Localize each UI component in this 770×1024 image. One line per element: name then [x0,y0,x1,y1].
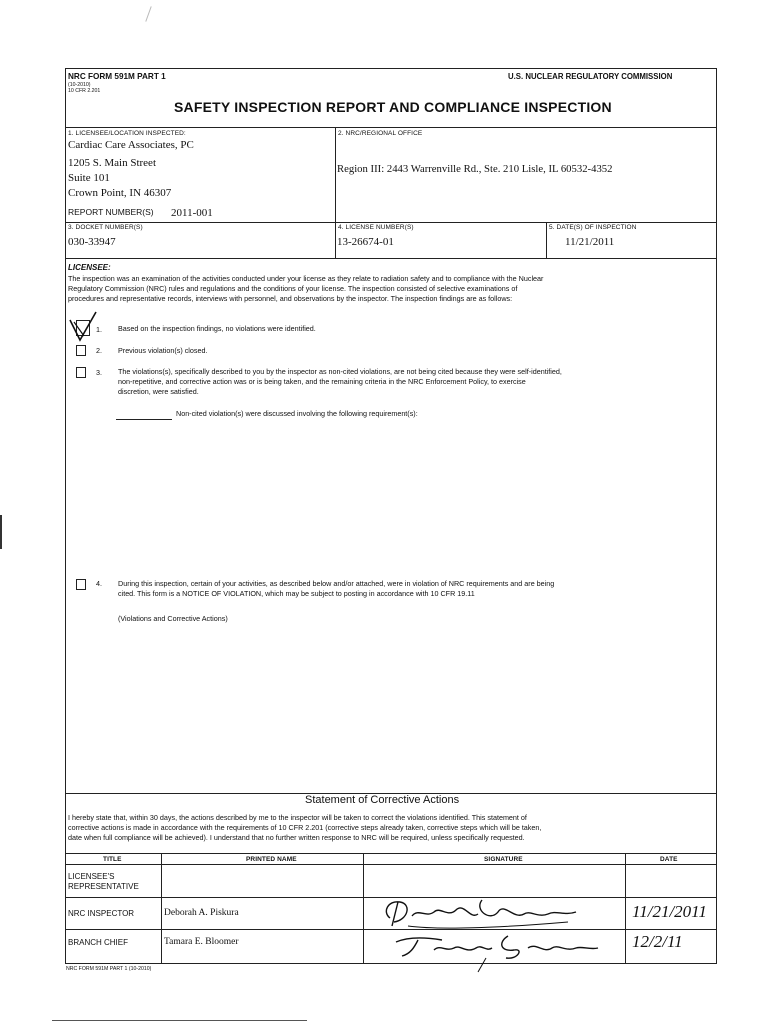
item-2-text: Previous violation(s) closed. [118,346,208,355]
form-date: (10-2010) [68,82,91,88]
scan-mark [145,6,151,21]
row-1-title-line-2: REPRESENTATIVE [68,882,139,891]
item-4-text-2: cited. This form is a NOTICE OF VIOLATION, which may be subject to posting in accordance with 10 CFR 19.11 [118,589,475,598]
row-3-name: Tamara E. Bloomer [164,937,239,947]
item-2-checkbox[interactable] [76,345,86,356]
intro-line-3: procedures and representative records, interviews with personnel, and observations by the inspector. The inspection findings are as follows: [68,294,513,303]
inspection-date-label: 5. DATE(S) OF INSPECTION [549,224,637,231]
col-signature-header: SIGNATURE [484,856,523,863]
statement-text-3: date when full compliance will be achieved). I understand that no further written response to NRC will be required, unless specifically requested. [68,833,525,842]
item-2-number: 2. [96,346,102,355]
row-2-name: Deborah A. Piskura [164,908,239,918]
licensee-name: Cardiac Care Associates, PC [68,139,194,151]
row-2-date: 11/21/2011 [632,902,707,921]
statement-text-1: I hereby state that, within 30 days, the actions described by me to the inspector will be taken to correct the violations identified. This statement of [68,813,527,822]
form-cfr: 10 CFR 2.201 [68,88,101,94]
col-printed-name-header: PRINTED NAME [246,856,297,863]
noncited-text: Non-cited violation(s) were discussed involving the following requirement(s): [176,409,418,418]
item-3-checkbox[interactable] [76,367,86,378]
inspection-date: 11/21/2011 [565,236,615,248]
form-footer: NRC FORM 591M PART 1 (10-2010) [66,966,152,972]
check-mark-icon [68,310,98,342]
row-3-title: BRANCH CHIEF [68,938,129,947]
chief-signature [390,928,605,974]
licensee-address-1: 1205 S. Main Street [68,157,156,169]
form-id: NRC FORM 591M PART 1 [68,72,166,81]
row-2-title: NRC INSPECTOR [68,909,135,918]
violations-label: (Violations and Corrective Actions) [118,614,228,623]
license-number: 13-26674-01 [337,236,394,248]
statement-text-2: corrective actions is made in accordance with the requirements of 10 CFR 2.201 (corrective steps already taken, corrective steps which will be taken, [68,823,542,832]
intro-line-2: Regulatory Commission (NRC) rules and regulations and the conditions of your license. The inspection consisted of selective examinations of [68,284,518,293]
item-4-text-1: During this inspection, certain of your activities, as described below and/or attached, were in violation of NRC requirements and are being [118,579,555,588]
intro-line-1: The inspection was an examination of the activities conducted under your license as they relate to radiation safety and to compliance with the Nuclear [68,274,544,283]
noncited-blank-line [116,419,172,420]
docket-label: 3. DOCKET NUMBER(S) [68,224,143,231]
row-3-date: 12/2/11 [632,932,683,951]
license-label: 4. LICENSE NUMBER(S) [338,224,414,231]
item-3-text-3: discretion, were satisfied. [118,387,199,396]
licensee-address-2: Suite 101 [68,172,110,184]
item-4-checkbox[interactable] [76,579,86,590]
agency-name: U.S. NUCLEAR REGULATORY COMMISSION [508,72,673,81]
report-number: 2011-001 [171,207,213,219]
regional-office-label: 2. NRC/REGIONAL OFFICE [338,130,423,137]
row-1-title-line-1: LICENSEE'S [68,872,115,881]
item-3-text-1: The violations(s), specifically described to you by the inspector as non-cited violations, are not being cited because they were self-identified, [118,367,562,376]
item-1-text: Based on the inspection findings, no violations were identified. [118,324,316,333]
page-title: SAFETY INSPECTION REPORT AND COMPLIANCE INSPECTION [174,99,612,115]
scan-mark [52,1020,307,1021]
col-date-header: DATE [660,856,678,863]
licensee-city: Crown Point, IN 46307 [68,187,172,199]
docket-number: 030-33947 [68,236,116,248]
scan-mark [0,515,2,549]
item-4-number: 4. [96,579,102,588]
item-3-text-2: non-repetitive, and corrective action was or is being taken, and the remaining criteria in the NRC Enforcement Policy, to exercise [118,377,526,386]
regional-office-value: Region III: 2443 Warrenville Rd., Ste. 210 Lisle, IL 60532-4352 [337,163,613,175]
item-3-number: 3. [96,368,102,377]
statement-heading: Statement of Corrective Actions [305,794,460,806]
licensee-heading: LICENSEE: [68,263,111,272]
report-number-label: REPORT NUMBER(S) [68,207,154,217]
item-1-number: 1. [96,325,102,334]
col-title-header: TITLE [103,856,122,863]
licensee-location-label: 1. LICENSEE/LOCATION INSPECTED: [68,130,186,137]
